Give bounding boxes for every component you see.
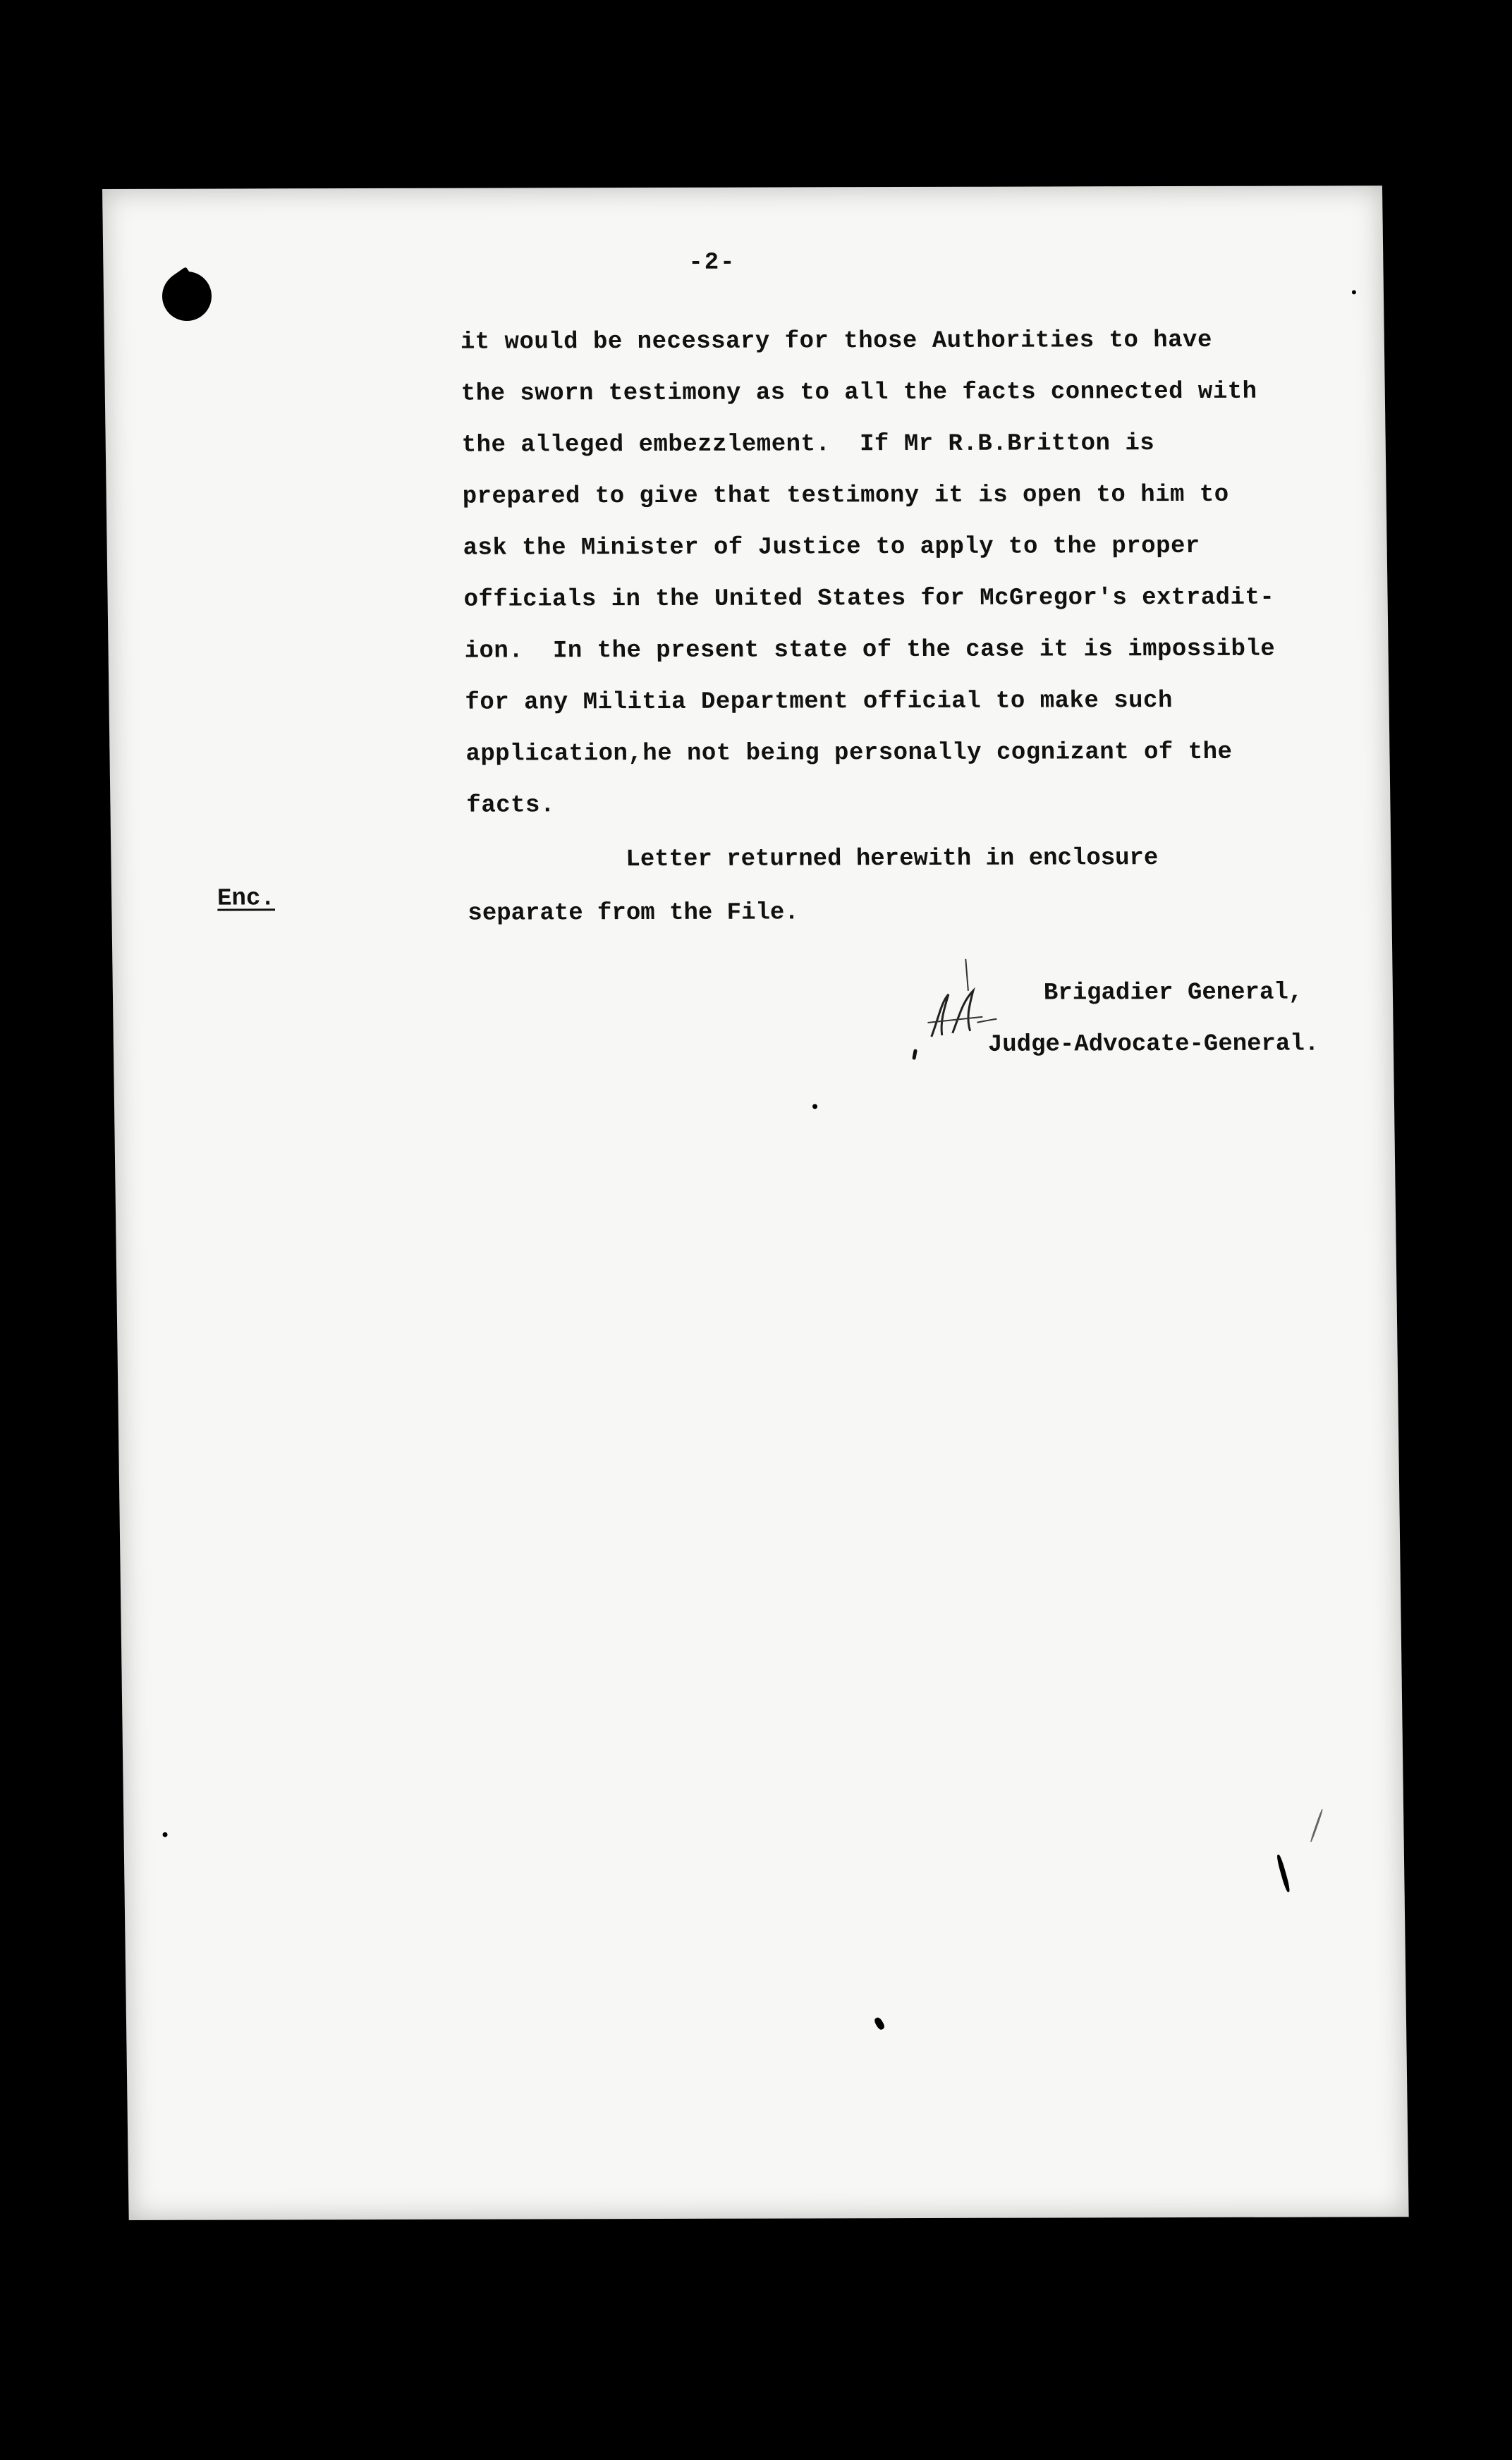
letter-body [460, 315, 1362, 832]
signature-office: Judge-Advocate-General. [987, 1030, 1319, 1059]
body-line: the sworn testimony as to all the facts connected with [461, 378, 1257, 408]
body-line: the alleged embezzlement. If Mr R.B.Britton is [461, 430, 1155, 459]
signature-block [899, 975, 1393, 1059]
body-line: application,he not being personally cognizant of the [465, 738, 1233, 768]
closing-line: Letter returned herewith in enclosure [626, 845, 1159, 874]
body-line: ask the Minister of Justice to apply to the proper [463, 532, 1201, 562]
closing-paragraph [467, 831, 1364, 940]
scan-speck [812, 1104, 817, 1109]
body-line: officials in the United States for McGregor's extradit- [463, 584, 1275, 614]
scan-speck [1276, 1854, 1291, 1893]
body-line: for any Militia Department official to make such [465, 688, 1173, 717]
body-line: facts. [466, 792, 556, 820]
scan-speck [1352, 290, 1356, 294]
document-page [102, 185, 1409, 2220]
closing-line: separate from the File. [468, 899, 799, 927]
page-number: -2- [688, 249, 736, 276]
body-line: it would be necessary for those Authorities to have [460, 327, 1213, 356]
body-line: prepared to give that testimony it is open to him to [462, 481, 1229, 511]
scan-speck [162, 1832, 167, 1837]
body-line: ion. In the present state of the case it is impossible [464, 635, 1276, 665]
scan-speck [873, 2016, 886, 2031]
scan-speck [1310, 1809, 1323, 1843]
enclosure-note: Enc. [217, 885, 276, 913]
signature-title: Brigadier General, [1043, 979, 1303, 1007]
